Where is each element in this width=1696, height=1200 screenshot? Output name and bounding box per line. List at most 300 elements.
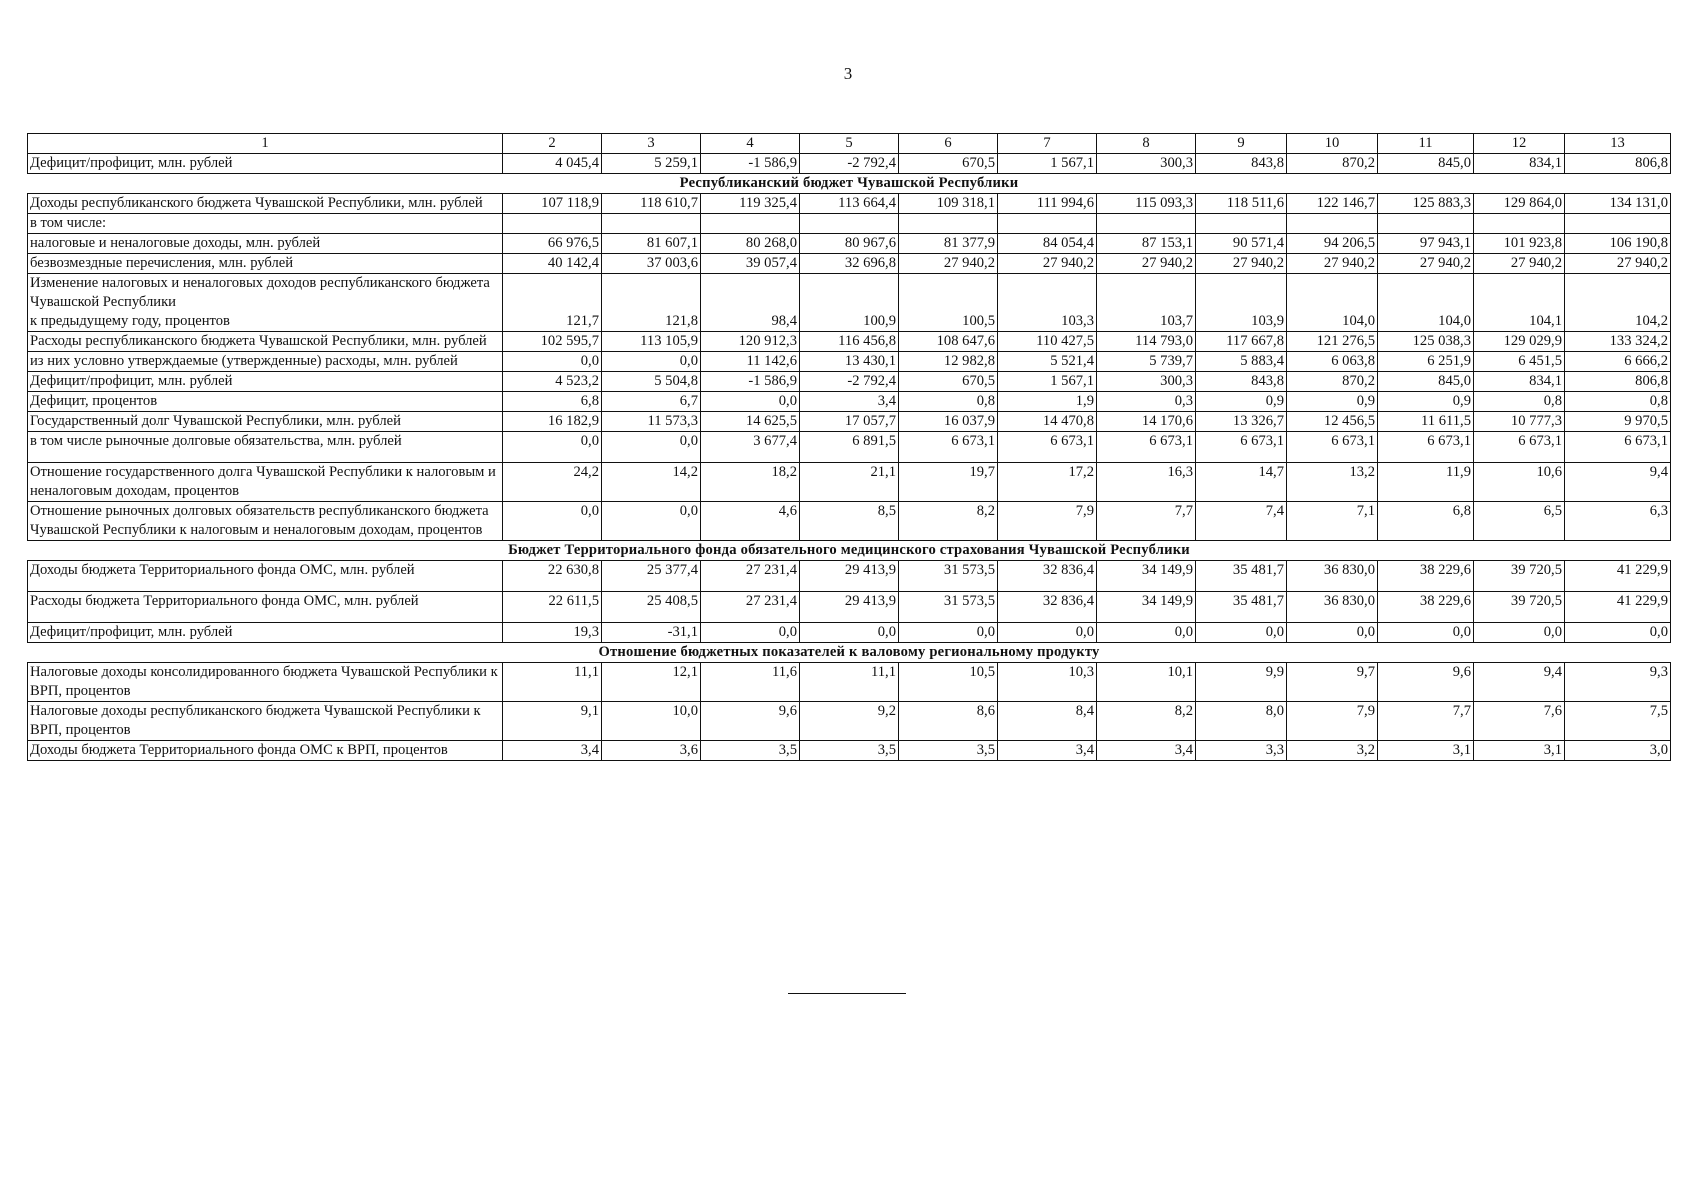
value-cell: 5 883,4 bbox=[1196, 352, 1287, 372]
value-cell: 103,3 bbox=[998, 274, 1097, 332]
value-cell: 7,7 bbox=[1378, 702, 1474, 741]
value-cell: 121 276,5 bbox=[1287, 332, 1378, 352]
section-title: Отношение бюджетных показателей к валовому региональному продукту bbox=[28, 643, 1671, 663]
value-cell: 38 229,6 bbox=[1378, 561, 1474, 592]
row-label: из них условно утверждаемые (утвержденные) расходы, млн. рублей bbox=[28, 352, 503, 372]
value-cell: 103,7 bbox=[1097, 274, 1196, 332]
table-row bbox=[28, 561, 1671, 592]
value-cell: 80 268,0 bbox=[701, 234, 800, 254]
column-number-cell: 3 bbox=[602, 134, 701, 154]
table-row bbox=[28, 502, 1671, 541]
value-cell: 9,1 bbox=[503, 702, 602, 741]
column-number-cell: 8 bbox=[1097, 134, 1196, 154]
value-cell: 39 720,5 bbox=[1474, 561, 1565, 592]
value-cell: 3 677,4 bbox=[701, 432, 800, 463]
column-number-cell: 11 bbox=[1378, 134, 1474, 154]
budget-indicators-table bbox=[27, 133, 1671, 761]
value-cell: 113 664,4 bbox=[800, 194, 899, 214]
value-cell: 27 940,2 bbox=[1287, 254, 1378, 274]
value-cell: 0,9 bbox=[1287, 392, 1378, 412]
table-row bbox=[28, 741, 1671, 761]
value-cell: 27 231,4 bbox=[701, 561, 800, 592]
value-cell: 40 142,4 bbox=[503, 254, 602, 274]
value-cell: 17,2 bbox=[998, 463, 1097, 502]
value-cell: 8,2 bbox=[1097, 702, 1196, 741]
value-cell: 0,8 bbox=[899, 392, 998, 412]
value-cell: 7,9 bbox=[1287, 702, 1378, 741]
value-cell: 3,5 bbox=[800, 741, 899, 761]
row-label: Доходы бюджета Территориального фонда ОМС, млн. рублей bbox=[28, 561, 503, 592]
value-cell: -1 586,9 bbox=[701, 372, 800, 392]
table-row bbox=[28, 463, 1671, 502]
value-cell: 4 045,4 bbox=[503, 154, 602, 174]
value-cell: 14,7 bbox=[1196, 463, 1287, 502]
value-cell bbox=[1196, 214, 1287, 234]
value-cell: 3,5 bbox=[701, 741, 800, 761]
value-cell: 4 523,2 bbox=[503, 372, 602, 392]
value-cell: 36 830,0 bbox=[1287, 592, 1378, 623]
value-cell: 8,0 bbox=[1196, 702, 1287, 741]
value-cell: 80 967,6 bbox=[800, 234, 899, 254]
value-cell: 110 427,5 bbox=[998, 332, 1097, 352]
value-cell: 19,3 bbox=[503, 623, 602, 643]
value-cell: 10,5 bbox=[899, 663, 998, 702]
value-cell: 21,1 bbox=[800, 463, 899, 502]
value-cell: 125 883,3 bbox=[1378, 194, 1474, 214]
value-cell: 102 595,7 bbox=[503, 332, 602, 352]
value-cell: 100,5 bbox=[899, 274, 998, 332]
value-cell: 81 607,1 bbox=[602, 234, 701, 254]
value-cell: 122 146,7 bbox=[1287, 194, 1378, 214]
value-cell: 9,7 bbox=[1287, 663, 1378, 702]
row-label: Дефицит/профицит, млн. рублей bbox=[28, 154, 503, 174]
value-cell: 19,7 bbox=[899, 463, 998, 502]
value-cell: 14,2 bbox=[602, 463, 701, 502]
value-cell: 8,2 bbox=[899, 502, 998, 541]
value-cell: 6 891,5 bbox=[800, 432, 899, 463]
value-cell: 129 029,9 bbox=[1474, 332, 1565, 352]
value-cell: 0,8 bbox=[1474, 392, 1565, 412]
value-cell: 9,9 bbox=[1196, 663, 1287, 702]
value-cell: 0,0 bbox=[701, 392, 800, 412]
column-number-cell: 1 bbox=[28, 134, 503, 154]
table-row bbox=[28, 352, 1671, 372]
row-label: налоговые и неналоговые доходы, млн. рублей bbox=[28, 234, 503, 254]
value-cell: 39 057,4 bbox=[701, 254, 800, 274]
section-title: Бюджет Территориального фонда обязательного медицинского страхования Чувашской Республики bbox=[28, 541, 1671, 561]
value-cell: 18,2 bbox=[701, 463, 800, 502]
value-cell: 13,2 bbox=[1287, 463, 1378, 502]
value-cell: 34 149,9 bbox=[1097, 592, 1196, 623]
value-cell: 34 149,9 bbox=[1097, 561, 1196, 592]
value-cell: 11 611,5 bbox=[1378, 412, 1474, 432]
value-cell: 109 318,1 bbox=[899, 194, 998, 214]
value-cell: 81 377,9 bbox=[899, 234, 998, 254]
value-cell: 0,0 bbox=[503, 432, 602, 463]
column-number-cell: 6 bbox=[899, 134, 998, 154]
row-label: Дефицит, процентов bbox=[28, 392, 503, 412]
value-cell: 6 666,2 bbox=[1565, 352, 1671, 372]
value-cell: 120 912,3 bbox=[701, 332, 800, 352]
value-cell: 3,3 bbox=[1196, 741, 1287, 761]
value-cell: -1 586,9 bbox=[701, 154, 800, 174]
value-cell: 0,3 bbox=[1097, 392, 1196, 412]
value-cell: 9,4 bbox=[1565, 463, 1671, 502]
value-cell: 17 057,7 bbox=[800, 412, 899, 432]
section-header-row bbox=[28, 174, 1671, 194]
value-cell: 27 940,2 bbox=[1196, 254, 1287, 274]
value-cell: 5 504,8 bbox=[602, 372, 701, 392]
value-cell: 116 456,8 bbox=[800, 332, 899, 352]
value-cell: 10 777,3 bbox=[1474, 412, 1565, 432]
value-cell: 94 206,5 bbox=[1287, 234, 1378, 254]
value-cell: 9,3 bbox=[1565, 663, 1671, 702]
value-cell: 1 567,1 bbox=[998, 154, 1097, 174]
value-cell: 1,9 bbox=[998, 392, 1097, 412]
value-cell: 35 481,7 bbox=[1196, 592, 1287, 623]
table-row bbox=[28, 234, 1671, 254]
value-cell: 12,1 bbox=[602, 663, 701, 702]
column-number-cell: 5 bbox=[800, 134, 899, 154]
value-cell: 6 673,1 bbox=[1287, 432, 1378, 463]
value-cell: 834,1 bbox=[1474, 154, 1565, 174]
value-cell: 9,4 bbox=[1474, 663, 1565, 702]
value-cell: 0,0 bbox=[1474, 623, 1565, 643]
value-cell: 27 940,2 bbox=[998, 254, 1097, 274]
value-cell: 843,8 bbox=[1196, 154, 1287, 174]
value-cell bbox=[899, 214, 998, 234]
table-row bbox=[28, 254, 1671, 274]
section-header-row bbox=[28, 541, 1671, 561]
value-cell: 118 610,7 bbox=[602, 194, 701, 214]
value-cell: 41 229,9 bbox=[1565, 561, 1671, 592]
value-cell: 1 567,1 bbox=[998, 372, 1097, 392]
value-cell: 6,7 bbox=[602, 392, 701, 412]
value-cell: 6 673,1 bbox=[1565, 432, 1671, 463]
value-cell: 0,0 bbox=[701, 623, 800, 643]
value-cell: 6 673,1 bbox=[1378, 432, 1474, 463]
value-cell: 16 037,9 bbox=[899, 412, 998, 432]
row-label: Расходы республиканского бюджета Чувашской Республики, млн. рублей bbox=[28, 332, 503, 352]
value-cell: 4,6 bbox=[701, 502, 800, 541]
value-cell: 106 190,8 bbox=[1565, 234, 1671, 254]
value-cell: 113 105,9 bbox=[602, 332, 701, 352]
value-cell: 27 940,2 bbox=[1565, 254, 1671, 274]
value-cell: 29 413,9 bbox=[800, 592, 899, 623]
value-cell: 3,6 bbox=[602, 741, 701, 761]
value-cell: 845,0 bbox=[1378, 154, 1474, 174]
value-cell: 6 251,9 bbox=[1378, 352, 1474, 372]
value-cell: 100,9 bbox=[800, 274, 899, 332]
table-row bbox=[28, 663, 1671, 702]
value-cell: 870,2 bbox=[1287, 372, 1378, 392]
value-cell: 0,0 bbox=[1097, 623, 1196, 643]
value-cell: 121,8 bbox=[602, 274, 701, 332]
value-cell: 114 793,0 bbox=[1097, 332, 1196, 352]
value-cell: 117 667,8 bbox=[1196, 332, 1287, 352]
value-cell: 14 170,6 bbox=[1097, 412, 1196, 432]
value-cell: 115 093,3 bbox=[1097, 194, 1196, 214]
value-cell: 0,0 bbox=[998, 623, 1097, 643]
column-number-cell: 4 bbox=[701, 134, 800, 154]
value-cell: 66 976,5 bbox=[503, 234, 602, 254]
value-cell: 22 611,5 bbox=[503, 592, 602, 623]
value-cell: 134 131,0 bbox=[1565, 194, 1671, 214]
value-cell: 0,0 bbox=[503, 502, 602, 541]
value-cell: 11,1 bbox=[800, 663, 899, 702]
section-header-row bbox=[28, 643, 1671, 663]
value-cell: 5 259,1 bbox=[602, 154, 701, 174]
value-cell: 14 625,5 bbox=[701, 412, 800, 432]
value-cell: 8,4 bbox=[998, 702, 1097, 741]
value-cell: 37 003,6 bbox=[602, 254, 701, 274]
value-cell: 118 511,6 bbox=[1196, 194, 1287, 214]
value-cell: 834,1 bbox=[1474, 372, 1565, 392]
value-cell: 27 940,2 bbox=[1097, 254, 1196, 274]
value-cell: 27 231,4 bbox=[701, 592, 800, 623]
value-cell: 843,8 bbox=[1196, 372, 1287, 392]
table-row bbox=[28, 432, 1671, 463]
column-number-cell: 9 bbox=[1196, 134, 1287, 154]
value-cell bbox=[701, 214, 800, 234]
value-cell: 0,0 bbox=[602, 502, 701, 541]
value-cell: 108 647,6 bbox=[899, 332, 998, 352]
table-row bbox=[28, 412, 1671, 432]
value-cell: 0,0 bbox=[800, 623, 899, 643]
value-cell: 0,8 bbox=[1565, 392, 1671, 412]
value-cell: 87 153,1 bbox=[1097, 234, 1196, 254]
value-cell: 0,9 bbox=[1378, 392, 1474, 412]
value-cell: 90 571,4 bbox=[1196, 234, 1287, 254]
table-row bbox=[28, 194, 1671, 214]
value-cell: 25 408,5 bbox=[602, 592, 701, 623]
value-cell bbox=[1378, 214, 1474, 234]
value-cell: 107 118,9 bbox=[503, 194, 602, 214]
value-cell: 104,0 bbox=[1378, 274, 1474, 332]
value-cell: 125 038,3 bbox=[1378, 332, 1474, 352]
value-cell: 3,4 bbox=[1097, 741, 1196, 761]
value-cell: 6 673,1 bbox=[1196, 432, 1287, 463]
table-row bbox=[28, 623, 1671, 643]
row-label: Доходы республиканского бюджета Чувашской Республики, млн. рублей bbox=[28, 194, 503, 214]
value-cell: 11 142,6 bbox=[701, 352, 800, 372]
value-cell: 6 673,1 bbox=[1097, 432, 1196, 463]
value-cell: 103,9 bbox=[1196, 274, 1287, 332]
value-cell bbox=[1474, 214, 1565, 234]
row-label: Расходы бюджета Территориального фонда ОМС, млн. рублей bbox=[28, 592, 503, 623]
value-cell: 10,3 bbox=[998, 663, 1097, 702]
value-cell: 32 696,8 bbox=[800, 254, 899, 274]
row-label: Дефицит/профицит, млн. рублей bbox=[28, 623, 503, 643]
value-cell: 12 982,8 bbox=[899, 352, 998, 372]
table-row bbox=[28, 214, 1671, 234]
value-cell: 670,5 bbox=[899, 154, 998, 174]
value-cell: 6 063,8 bbox=[1287, 352, 1378, 372]
value-cell: 9,6 bbox=[701, 702, 800, 741]
row-label: Дефицит/профицит, млн. рублей bbox=[28, 372, 503, 392]
value-cell: 3,0 bbox=[1565, 741, 1671, 761]
value-cell: 36 830,0 bbox=[1287, 561, 1378, 592]
row-label: Отношение рыночных долговых обязательств республиканского бюджета Чувашской Республики к налоговым и неналоговым доходам, процентов bbox=[28, 502, 503, 541]
value-cell: 14 470,8 bbox=[998, 412, 1097, 432]
value-cell: 0,9 bbox=[1196, 392, 1287, 412]
column-number-row bbox=[28, 134, 1671, 154]
value-cell: 101 923,8 bbox=[1474, 234, 1565, 254]
value-cell: 7,1 bbox=[1287, 502, 1378, 541]
value-cell: 22 630,8 bbox=[503, 561, 602, 592]
value-cell: 32 836,4 bbox=[998, 592, 1097, 623]
value-cell: 10,1 bbox=[1097, 663, 1196, 702]
row-label: Налоговые доходы консолидированного бюджета Чувашской Республики к ВРП, процентов bbox=[28, 663, 503, 702]
value-cell: 0,0 bbox=[1287, 623, 1378, 643]
value-cell: 3,1 bbox=[1474, 741, 1565, 761]
row-label: Изменение налоговых и неналоговых доходов республиканского бюджета Чувашской Республики к предыдущему году, процентов bbox=[28, 274, 503, 332]
value-cell: 3,1 bbox=[1378, 741, 1474, 761]
value-cell: 7,7 bbox=[1097, 502, 1196, 541]
value-cell: 845,0 bbox=[1378, 372, 1474, 392]
value-cell: 9,2 bbox=[800, 702, 899, 741]
value-cell: 16,3 bbox=[1097, 463, 1196, 502]
value-cell: 0,0 bbox=[1565, 623, 1671, 643]
value-cell: 13 326,7 bbox=[1196, 412, 1287, 432]
value-cell: 39 720,5 bbox=[1474, 592, 1565, 623]
value-cell: 25 377,4 bbox=[602, 561, 701, 592]
value-cell: 12 456,5 bbox=[1287, 412, 1378, 432]
value-cell: 0,0 bbox=[602, 352, 701, 372]
value-cell: 806,8 bbox=[1565, 372, 1671, 392]
value-cell: -2 792,4 bbox=[800, 372, 899, 392]
value-cell: 3,4 bbox=[998, 741, 1097, 761]
value-cell: 6,3 bbox=[1565, 502, 1671, 541]
value-cell: 7,5 bbox=[1565, 702, 1671, 741]
value-cell: 8,6 bbox=[899, 702, 998, 741]
value-cell bbox=[800, 214, 899, 234]
value-cell: 11,6 bbox=[701, 663, 800, 702]
row-label: безвозмездные перечисления, млн. рублей bbox=[28, 254, 503, 274]
value-cell: 104,2 bbox=[1565, 274, 1671, 332]
value-cell bbox=[503, 214, 602, 234]
value-cell: 27 940,2 bbox=[1474, 254, 1565, 274]
value-cell: 6 673,1 bbox=[998, 432, 1097, 463]
value-cell: 0,0 bbox=[1378, 623, 1474, 643]
value-cell: 10,0 bbox=[602, 702, 701, 741]
value-cell: 10,6 bbox=[1474, 463, 1565, 502]
value-cell: 41 229,9 bbox=[1565, 592, 1671, 623]
value-cell: 7,9 bbox=[998, 502, 1097, 541]
value-cell: 97 943,1 bbox=[1378, 234, 1474, 254]
table-row bbox=[28, 392, 1671, 412]
table-row bbox=[28, 332, 1671, 352]
value-cell: 111 994,6 bbox=[998, 194, 1097, 214]
value-cell: 0,0 bbox=[1196, 623, 1287, 643]
row-label: Государственный долг Чувашской Республики, млн. рублей bbox=[28, 412, 503, 432]
value-cell: 27 940,2 bbox=[1378, 254, 1474, 274]
table-row bbox=[28, 372, 1671, 392]
value-cell: 6,8 bbox=[503, 392, 602, 412]
value-cell: 6 673,1 bbox=[899, 432, 998, 463]
value-cell: 3,5 bbox=[899, 741, 998, 761]
row-label: Доходы бюджета Территориального фонда ОМС к ВРП, процентов bbox=[28, 741, 503, 761]
value-cell: -31,1 bbox=[602, 623, 701, 643]
row-label: Налоговые доходы республиканского бюджета Чувашской Республики к ВРП, процентов bbox=[28, 702, 503, 741]
column-number-cell: 7 bbox=[998, 134, 1097, 154]
value-cell: 3,2 bbox=[1287, 741, 1378, 761]
value-cell: 300,3 bbox=[1097, 154, 1196, 174]
value-cell: 300,3 bbox=[1097, 372, 1196, 392]
value-cell: 6 673,1 bbox=[1474, 432, 1565, 463]
table-row bbox=[28, 702, 1671, 741]
value-cell: 11 573,3 bbox=[602, 412, 701, 432]
value-cell: 24,2 bbox=[503, 463, 602, 502]
value-cell: 27 940,2 bbox=[899, 254, 998, 274]
value-cell bbox=[998, 214, 1097, 234]
value-cell: 119 325,4 bbox=[701, 194, 800, 214]
value-cell: 11,1 bbox=[503, 663, 602, 702]
section-title: Республиканский бюджет Чувашской Республики bbox=[28, 174, 1671, 194]
value-cell bbox=[1565, 214, 1671, 234]
value-cell: 5 739,7 bbox=[1097, 352, 1196, 372]
page-number: 3 bbox=[843, 64, 853, 83]
value-cell bbox=[1287, 214, 1378, 234]
value-cell: -2 792,4 bbox=[800, 154, 899, 174]
value-cell: 6 451,5 bbox=[1474, 352, 1565, 372]
row-label: в том числе рыночные долговые обязательства, млн. рублей bbox=[28, 432, 503, 463]
value-cell: 16 182,9 bbox=[503, 412, 602, 432]
value-cell: 121,7 bbox=[503, 274, 602, 332]
value-cell: 9,6 bbox=[1378, 663, 1474, 702]
value-cell: 129 864,0 bbox=[1474, 194, 1565, 214]
column-number-cell: 10 bbox=[1287, 134, 1378, 154]
column-number-cell: 13 bbox=[1565, 134, 1671, 154]
value-cell: 31 573,5 bbox=[899, 561, 998, 592]
value-cell: 0,0 bbox=[602, 432, 701, 463]
value-cell: 5 521,4 bbox=[998, 352, 1097, 372]
value-cell: 0,0 bbox=[899, 623, 998, 643]
value-cell: 104,0 bbox=[1287, 274, 1378, 332]
row-label: в том числе: bbox=[28, 214, 503, 234]
value-cell: 670,5 bbox=[899, 372, 998, 392]
value-cell: 3,4 bbox=[800, 392, 899, 412]
value-cell: 11,9 bbox=[1378, 463, 1474, 502]
value-cell: 806,8 bbox=[1565, 154, 1671, 174]
value-cell: 84 054,4 bbox=[998, 234, 1097, 254]
value-cell: 35 481,7 bbox=[1196, 561, 1287, 592]
value-cell: 29 413,9 bbox=[800, 561, 899, 592]
value-cell: 133 324,2 bbox=[1565, 332, 1671, 352]
column-number-cell: 12 bbox=[1474, 134, 1565, 154]
value-cell bbox=[602, 214, 701, 234]
value-cell: 3,4 bbox=[503, 741, 602, 761]
value-cell: 870,2 bbox=[1287, 154, 1378, 174]
value-cell: 38 229,6 bbox=[1378, 592, 1474, 623]
value-cell: 0,0 bbox=[503, 352, 602, 372]
value-cell: 32 836,4 bbox=[998, 561, 1097, 592]
table-row bbox=[28, 274, 1671, 332]
value-cell: 13 430,1 bbox=[800, 352, 899, 372]
value-cell: 98,4 bbox=[701, 274, 800, 332]
value-cell: 7,6 bbox=[1474, 702, 1565, 741]
table-row bbox=[28, 592, 1671, 623]
value-cell: 31 573,5 bbox=[899, 592, 998, 623]
value-cell: 7,4 bbox=[1196, 502, 1287, 541]
column-number-cell: 2 bbox=[503, 134, 602, 154]
footer-divider bbox=[788, 993, 906, 994]
value-cell: 104,1 bbox=[1474, 274, 1565, 332]
table-row bbox=[28, 154, 1671, 174]
value-cell: 6,5 bbox=[1474, 502, 1565, 541]
value-cell bbox=[1097, 214, 1196, 234]
value-cell: 6,8 bbox=[1378, 502, 1474, 541]
